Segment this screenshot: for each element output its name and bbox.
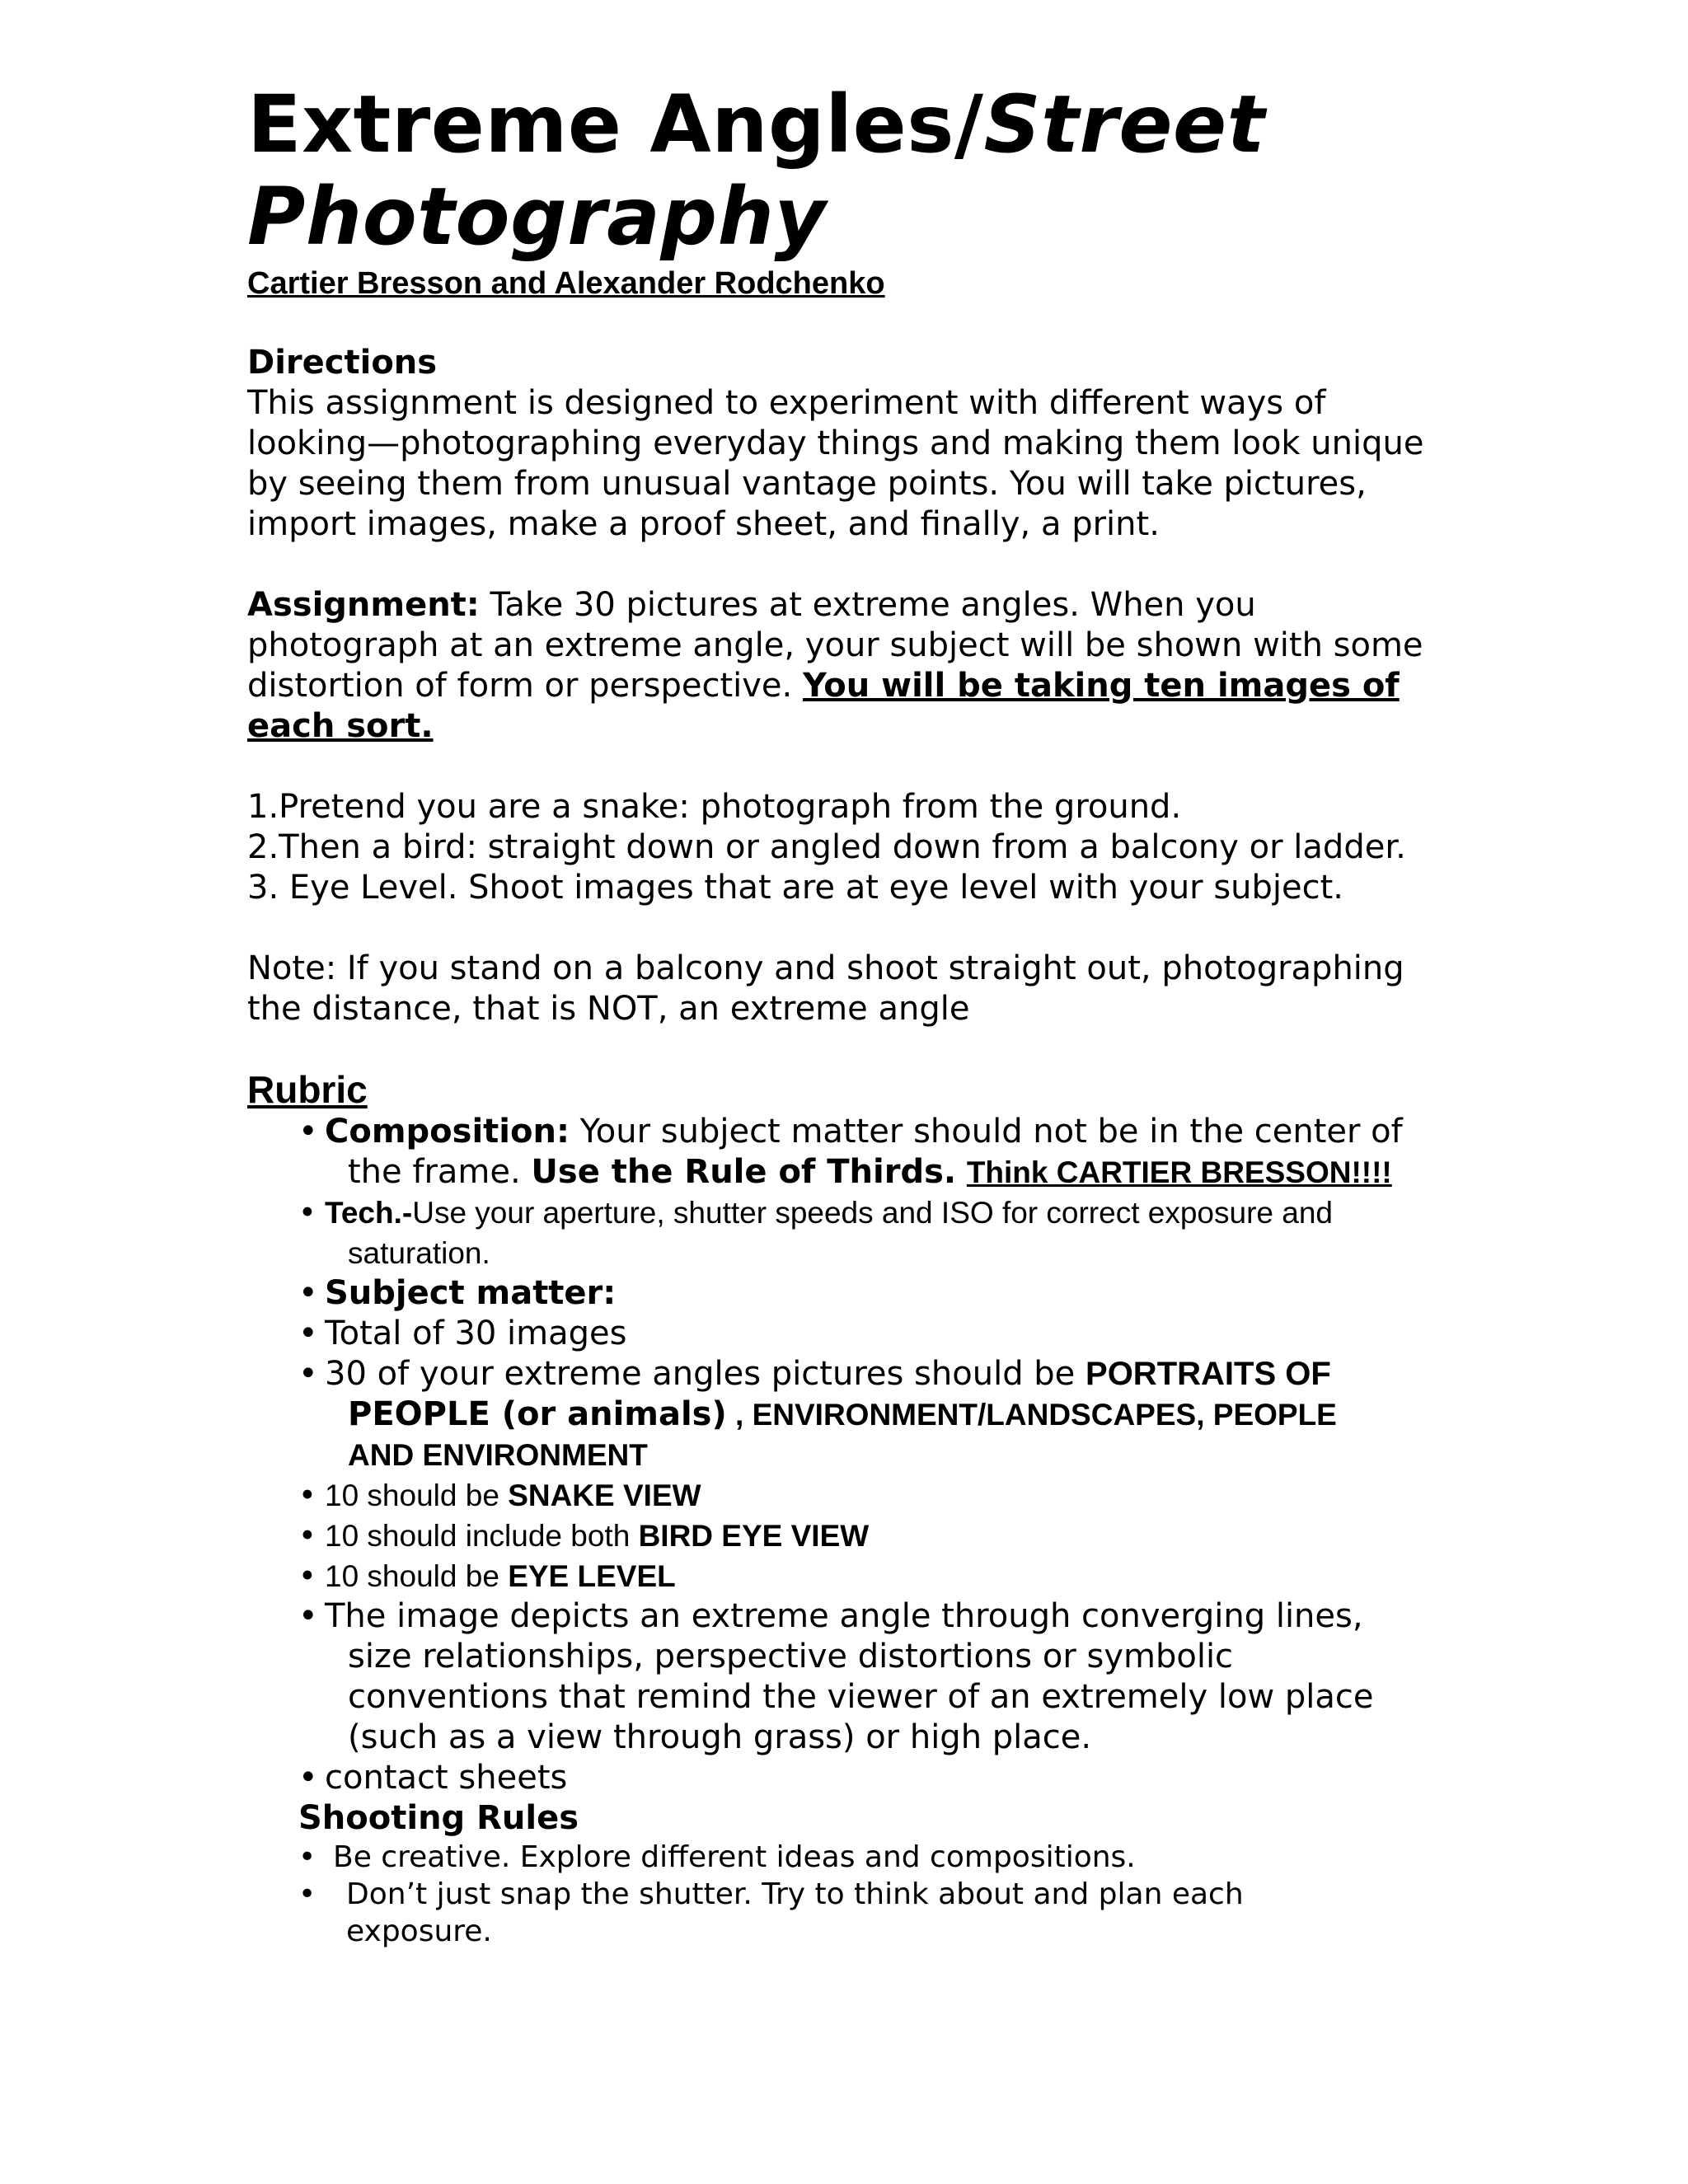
assignment-line-1 — [247, 585, 1451, 626]
depicts-line-2: size relationships, perspective distortions or symbolic — [348, 1638, 1234, 1675]
portraits-bold-1: PORTRAITS OF — [1085, 1356, 1331, 1392]
rubric-list — [247, 1112, 1451, 1798]
rubric-item-portraits — [298, 1354, 1451, 1475]
shooting-rules-list — [247, 1839, 1451, 1950]
shooting-rule-2 — [298, 1876, 1451, 1950]
rubric-item-contact — [298, 1758, 1451, 1798]
step-2: 2.Then a bird: straight down or angled down from a balcony or ladder. — [247, 828, 1406, 866]
directions-line-3: by seeing them from unusual vantage points. You will take pictures, — [247, 465, 1367, 503]
portraits-bold-2: PEOPLE (or animals) — [348, 1395, 727, 1433]
shooting-rule-2-line-1: Don’t just snap the shutter. Try to think about and plan each — [346, 1877, 1244, 1911]
rubric-heading: Rubric — [247, 1068, 368, 1111]
page-subtitle: Cartier Bresson and Alexander Rodchenko — [247, 266, 885, 301]
directions-line-2: looking—photographing everyday things and making them look unique — [247, 424, 1424, 462]
note-line-1: Note: If you stand on a balcony and shoot straight out, photographing — [247, 949, 1404, 987]
assignment-label: Assignment: — [247, 586, 480, 624]
portraits-line-2 — [325, 1394, 1451, 1435]
portraits-text: 30 of your extreme angles pictures should be — [325, 1355, 1086, 1393]
document-page — [247, 78, 1451, 1950]
assignment-text-3: distortion of form or perspective. — [247, 667, 803, 705]
assignment-section — [247, 585, 1451, 747]
rubric-item-eye — [298, 1556, 1451, 1596]
steps-list — [247, 787, 1451, 908]
page-title — [247, 78, 1451, 263]
assignment-line-3 — [247, 666, 1451, 706]
snake-text: 10 should be — [325, 1479, 509, 1512]
portraits-bold-2b: , ENVIRONMENT/LANDSCAPES, PEOPLE — [726, 1398, 1337, 1432]
directions-section — [247, 343, 1451, 545]
rubric-item-tech — [298, 1193, 1451, 1273]
composition-line-2 — [325, 1152, 1451, 1193]
depicts-line-4: (such as a view through grass) or high place. — [348, 1718, 1092, 1756]
bird-text: 10 should include both — [325, 1519, 639, 1553]
eye-level: EYE LEVEL — [508, 1559, 676, 1593]
assignment-text-1: Take 30 pictures at extreme angles. When you — [479, 586, 1256, 624]
assignment-emphasis-2: each sort. — [247, 707, 434, 745]
rubric-item-composition — [298, 1112, 1451, 1193]
tech-text-1: Use your aperture, shutter speeds and ISO for correct exposure and — [412, 1196, 1333, 1230]
assignment-line-2: photograph at an extreme angle, your subject will be shown with some — [247, 626, 1423, 664]
tech-text-2: saturation. — [348, 1236, 490, 1270]
title-part-2: Street — [983, 78, 1265, 171]
tech-label: Tech.- — [325, 1196, 413, 1230]
rule-of-thirds: Use the Rule of Thirds. — [531, 1153, 957, 1191]
composition-text-1: Your subject matter should not be in the center of — [569, 1113, 1403, 1151]
shooting-rule-1 — [298, 1839, 1451, 1876]
composition-text-2: the frame. — [348, 1153, 532, 1191]
shooting-rules-heading: Shooting Rules — [298, 1799, 579, 1837]
contact-sheets: contact sheets — [325, 1759, 568, 1797]
note-line-2: the distance, that is NOT, an extreme angle — [247, 990, 970, 1028]
eye-text: 10 should be — [325, 1559, 509, 1593]
subject-matter-label: Subject matter: — [325, 1274, 617, 1312]
rubric-item-bird — [298, 1516, 1451, 1556]
portraits-bold-3: AND ENVIRONMENT — [348, 1438, 648, 1472]
title-part-3: Photography — [247, 171, 827, 263]
directions-line-1: This assignment is designed to experiment with different ways of — [247, 384, 1326, 422]
rubric-item-subject-matter — [298, 1273, 1451, 1314]
note-section — [247, 949, 1451, 1029]
composition-label: Composition: — [325, 1113, 570, 1151]
rubric-item-depicts — [298, 1596, 1451, 1758]
assignment-emphasis-1: You will be taking ten images of — [802, 667, 1400, 705]
shooting-rule-2-line-2: exposure. — [346, 1915, 492, 1948]
think-cartier-bresson: Think CARTIER BRESSON!!!! — [966, 1155, 1392, 1189]
bird-eye-view: BIRD EYE VIEW — [638, 1519, 870, 1553]
depicts-line-3: conventions that remind the viewer of an extremely low place — [348, 1678, 1374, 1716]
assignment-line-4 — [247, 706, 1451, 747]
rubric-item-total — [298, 1314, 1451, 1354]
title-part-1: Extreme Angles/ — [247, 78, 984, 171]
shooting-rule-1-text: Be creative. Explore different ideas and compositions. — [333, 1840, 1136, 1874]
total-text: Total of 30 images — [325, 1315, 627, 1352]
directions-heading: Directions — [247, 344, 438, 382]
rubric-item-snake — [298, 1475, 1451, 1516]
snake-view: SNAKE VIEW — [508, 1479, 701, 1512]
step-3: 3. Eye Level. Shoot images that are at eye level with your subject. — [247, 869, 1344, 907]
directions-line-4: import images, make a proof sheet, and finally, a print. — [247, 505, 1160, 543]
depicts-line-1: The image depicts an extreme angle through converging lines, — [325, 1597, 1363, 1635]
step-1: 1.Pretend you are a snake: photograph from the ground. — [247, 788, 1182, 826]
